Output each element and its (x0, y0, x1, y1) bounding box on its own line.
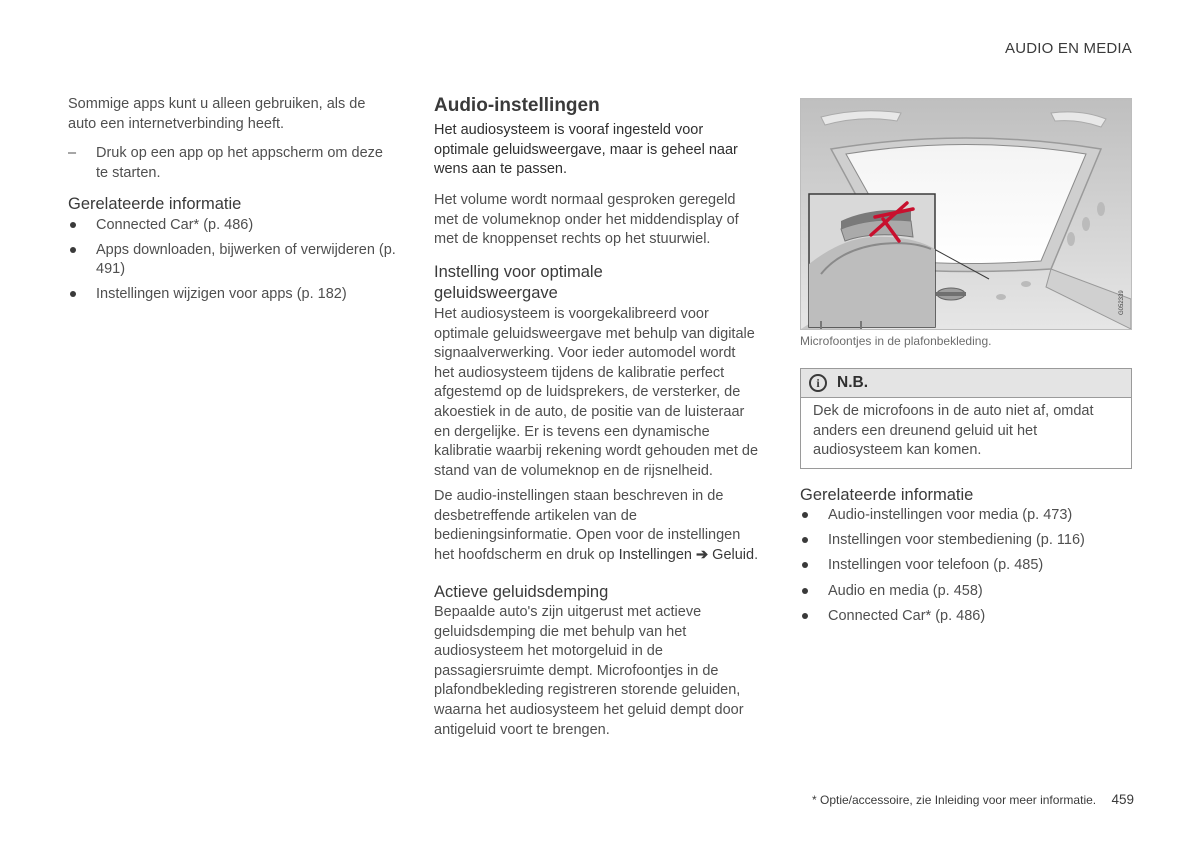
menu-settings: Instellingen (618, 546, 692, 563)
page-title: Audio-instellingen (434, 95, 600, 116)
figure-code: G052339 (1119, 290, 1125, 315)
bullet-icon (802, 613, 808, 619)
note-body (801, 398, 1131, 461)
related-heading-right: Gerelateerde informatie (800, 486, 974, 504)
related-list-right (800, 506, 1130, 626)
page-number: 459 (1111, 792, 1134, 807)
related-link[interactable]: Instellingen voor stembediening (p. 116) (800, 531, 1130, 551)
menu-sound: Geluid (712, 546, 755, 563)
related-link[interactable]: Audio-instellingen voor media (p. 473) (800, 506, 1130, 526)
bullet-icon (802, 562, 808, 568)
dash-mark: – (68, 145, 77, 161)
section-title: AUDIO EN MEDIA (1005, 40, 1132, 57)
related-link[interactable]: Audio en media (p. 458) (800, 582, 1130, 602)
bullet-icon (70, 222, 76, 228)
related-link[interactable]: Instellingen voor telefoon (p. 485) (800, 556, 1130, 576)
related-link[interactable]: Connected Car* (p. 486) (800, 607, 1130, 627)
related-link[interactable]: Instellingen wijzigen voor apps (p. 182) (68, 285, 398, 305)
bullet-icon (802, 537, 808, 543)
related-link[interactable]: Apps downloaden, bijwerken of verwijderen (p. 491) (68, 241, 398, 280)
bullet-icon (802, 588, 808, 594)
footnote: * Optie/accessoire, zie Inleiding voor meer informatie. (811, 793, 1097, 807)
optimal-paragraph: Het audiosysteem is voorgekalibreerd voor optimale geluidsweergave met behulp van digitale signaalverwerking. Voor ieder automodel wordt het audiosysteem tijdens de kalibratie perfect afgestemd op de luidsprekers, de versterker, de akoestiek in de auto, de positie van de luisteraar en dergelijke. Er is tevens een dynamische kalibratie waarbij rekening wordt gehouden met de stand van de volumeknop en de rijsnelheid. (434, 306, 759, 479)
note-header (801, 369, 1131, 398)
ceiling-microphone-illustration (800, 98, 1132, 330)
note-text: Dek de microfoons in de auto niet af, omdat anders een dreunend geluid uit het audiosysteem kan komen. (813, 403, 1094, 459)
anc-paragraph: Bepaalde auto's zijn uitgerust met actieve geluidsdemping die met behulp van het audiosysteem het motorgeluid in de passagiersruimte dempt. Microfoontjes in de plafondbekleding registreren storende geluiden, waarna het audiosysteem het geluid dempt door antigeluid voort te brengen. (434, 604, 744, 738)
anc-heading: Actieve geluidsdemping (434, 583, 609, 601)
note-title: N.B. (837, 374, 868, 391)
intro-paragraph: Sommige apps kunt u alleen gebruiken, als de auto een internetverbinding heeft. (68, 96, 366, 132)
step-text: Druk op een app op het appscherm om deze te starten. (96, 145, 383, 181)
related-list-left (68, 216, 398, 304)
figure-caption: Microfoontjes in de plafonbekleding. (800, 334, 992, 348)
bullet-icon (802, 512, 808, 518)
info-icon: i (809, 374, 827, 392)
note-box (800, 368, 1132, 469)
bullet-icon (70, 291, 76, 297)
bullet-icon (70, 247, 76, 253)
step-item (68, 144, 398, 183)
related-link[interactable]: Connected Car* (p. 486) (68, 216, 398, 236)
related-heading-left: Gerelateerde informatie (68, 195, 242, 213)
footer (812, 792, 1134, 807)
settings-paragraph: De audio-instellingen staan beschreven in de desbetreffende artikelen van de bedieningsinformatie. Open voor de instellingen het hoofdscherm en druk op Instellingen ➔ Geluid. (434, 488, 759, 563)
lead-paragraph: Het audiosysteem is vooraf ingesteld voor optimale geluidsweergave, maar is geheel naar wens aan te passen. (434, 122, 738, 178)
arrow-right-icon: ➔ (695, 546, 709, 563)
optimal-heading: Instelling voor optimale geluidsweergave (434, 263, 603, 302)
volume-paragraph: Het volume wordt normaal gesproken geregeld met de volumeknop onder het middendisplay of met de knoppenset rechts op het stuurwiel. (434, 192, 739, 248)
